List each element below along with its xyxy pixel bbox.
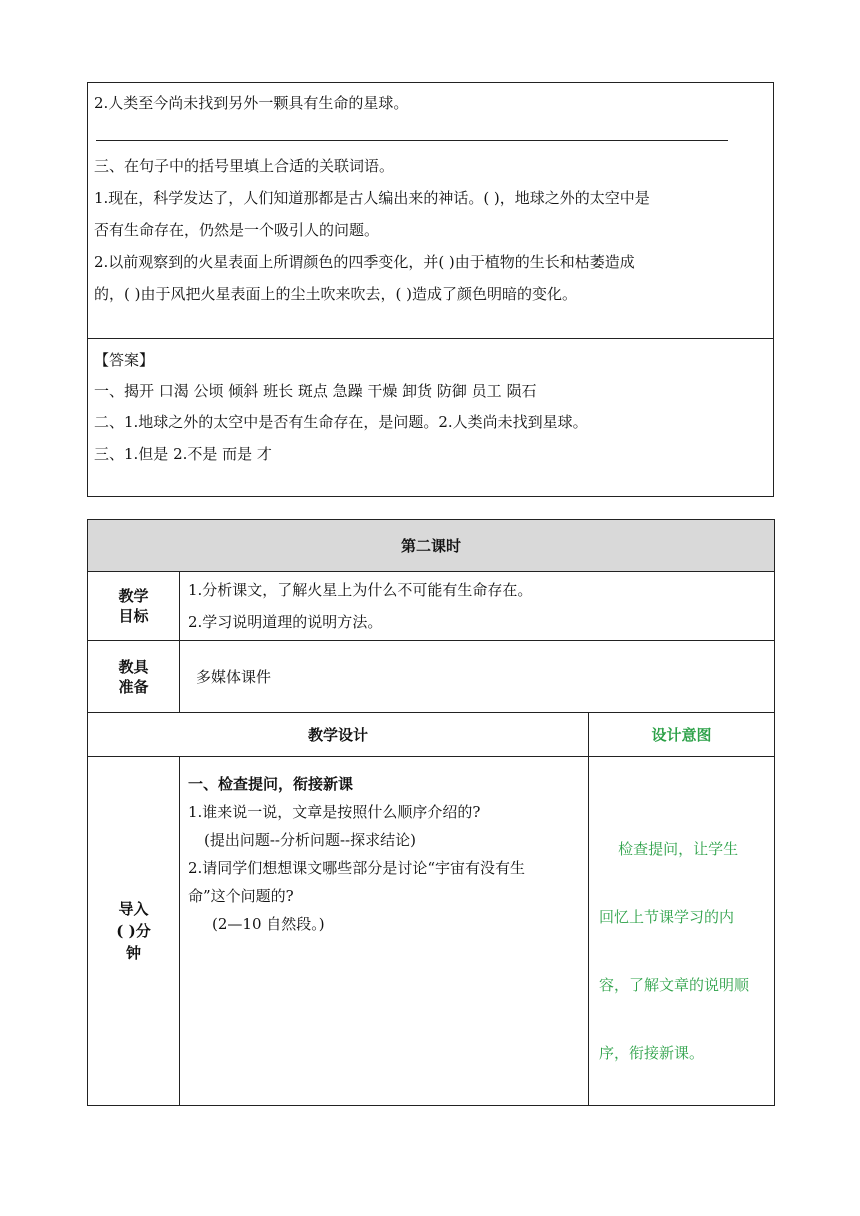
intro-label-line: 钟 [125,944,141,962]
intent-line: 回忆上节课学习的内 [599,908,735,926]
intro-label [88,757,180,1106]
intro-answer: (提出问题--分析问题--探求结论) [204,831,416,849]
question-line: 的，( )由于风把火星表面上的尘土吹来吹去，( )造成了颜色明暗的变化。 [94,285,577,303]
intent-line: 序，衔接新课。 [599,1044,705,1062]
intro-question: 2.请同学们想想课文哪些部分是讨论“宇宙有没有生 [188,859,525,877]
tools-label [88,641,180,713]
lesson-plan-table [87,519,775,1106]
intro-question: 命”这个问题的? [188,887,294,905]
question-line: 1.现在，科学发达了，人们知道那都是古人编出来的神话。( )，地球之外的太空中是 [94,189,650,207]
tools-label-line: 教具 [118,657,149,676]
intent-line: 容，了解文章的说明顺 [599,976,750,994]
goal-item: 1.分析课文，了解火星上为什么不可能有生命存在。 [188,581,533,599]
question-box [87,82,774,339]
answer-line: 三、1.但是 2.不是 而是 才 [94,445,272,463]
answer-line: 一、揭开 口渴 公顷 倾斜 班长 斑点 急躁 干燥 卸货 防御 员工 陨石 [94,382,537,400]
answer-underline [96,140,728,141]
intent-header: 设计意图 [589,713,775,757]
intent-line: 检查提问，让学生 [599,840,739,858]
goal-content [180,572,775,641]
question-line: 2.人类至今尚未找到另外一颗具有生命的星球。 [94,94,409,112]
tools-label-line: 准备 [118,677,149,696]
answer-title: 【答案】 [94,351,155,369]
goal-label [88,572,180,641]
intro-label-line: ( )分 [116,922,151,940]
intro-answer: (2—10 自然段。) [212,915,325,933]
intro-title: 一、检查提问，衔接新课 [188,775,354,793]
lesson-header: 第二课时 [88,520,775,572]
goal-item: 2.学习说明道理的说明方法。 [188,613,383,631]
intro-content [180,757,589,1106]
tools-content [180,641,775,713]
answer-box [87,338,774,497]
answer-line: 二、1.地球之外的太空中是否有生命存在，是问题。2.人类尚未找到星球。 [94,413,588,431]
goal-label-line: 教学 [118,587,149,605]
design-header: 教学设计 [88,713,589,757]
question-line: 2.以前观察到的火星表面上所谓颜色的四季变化，并( )由于植物的生长和枯萎造成 [94,253,635,271]
question-line: 否有生命存在，仍然是一个吸引人的问题。 [94,221,380,239]
intent-content [589,757,775,1106]
section-title: 三、在句子中的括号里填上合适的关联词语。 [94,157,395,175]
goal-label-line: 目标 [118,607,149,625]
intro-question: 1.谁来说一说，文章是按照什么顺序介绍的? [188,803,481,821]
intro-label-line: 导入 [118,900,149,918]
tools-item: 多媒体课件 [196,668,272,686]
